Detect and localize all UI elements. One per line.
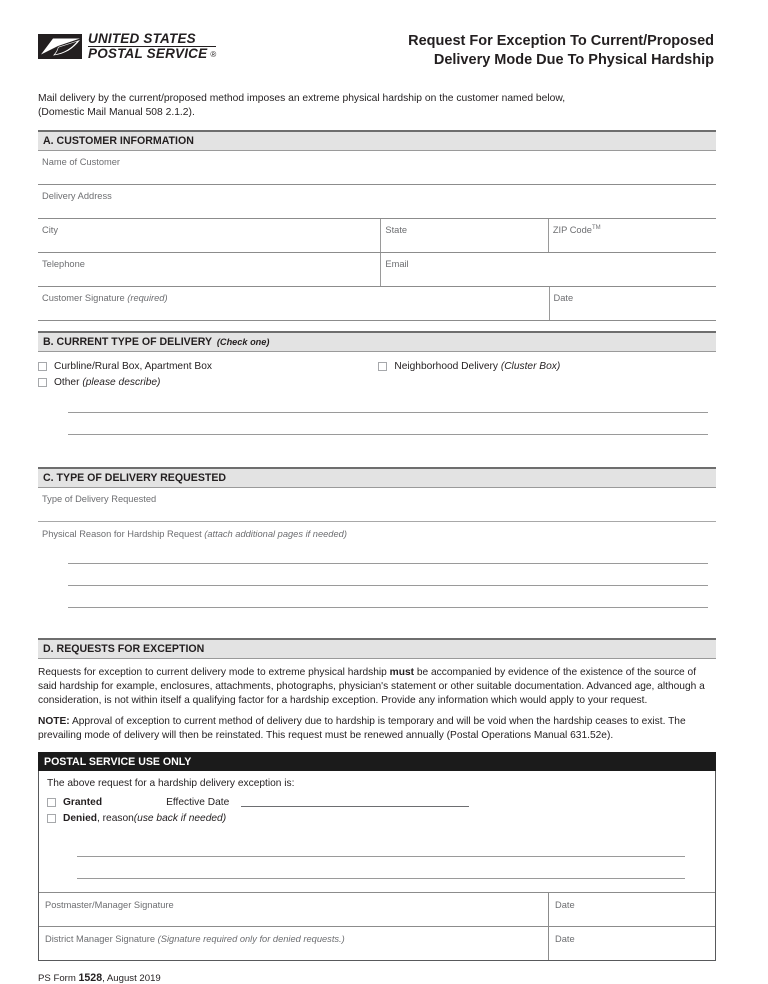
delivery-address-field[interactable]: [38, 185, 716, 218]
city-field[interactable]: [38, 219, 380, 252]
checkbox-label-granted: Granted: [63, 796, 103, 808]
denied-reason-write-lines: [77, 835, 685, 879]
customer-date-label: Date: [553, 292, 574, 303]
usps-eagle-icon: [38, 34, 82, 59]
section-b-write-lines: [68, 391, 708, 435]
usps-brand: [38, 32, 338, 62]
delivery-address-label: Delivery Address: [42, 190, 112, 201]
form-header: [38, 0, 716, 78]
checkbox-label-neighborhood: [394, 362, 560, 372]
footer-form-number: 1528: [78, 972, 103, 984]
wordmark-line-2: [88, 47, 216, 61]
field-row-address: [38, 185, 716, 219]
section-c-fields: [38, 488, 716, 522]
effective-date-input[interactable]: [241, 797, 469, 807]
district-manager-signature-note: (Signature required only for denied requests.): [157, 934, 345, 945]
postmaster-date-field[interactable]: [548, 893, 715, 926]
email-field[interactable]: [380, 253, 716, 286]
page-title-line-2: Delivery Mode Due To Physical Hardship: [433, 51, 714, 68]
form-footer: [38, 972, 716, 984]
denied-line-space-1: [77, 835, 685, 856]
field-row-city-state-zip: [38, 219, 716, 253]
checkbox-icon-curbline[interactable]: [38, 362, 47, 371]
district-manager-date-label: Date: [555, 934, 575, 945]
email-label: Email: [385, 258, 409, 269]
postal-service-use-only-box: [38, 771, 716, 961]
section-c-line-space-1: [68, 542, 708, 563]
usps-wordmark: [88, 32, 216, 62]
wordmark-line-1: UNITED STATES: [88, 32, 216, 47]
district-manager-signature-label-text: District Manager Signature: [45, 934, 158, 945]
field-row-postmaster: [39, 892, 715, 926]
district-manager-date-field[interactable]: [548, 927, 715, 960]
checkbox-option-other[interactable]: [38, 375, 378, 391]
intro-line-1: Mail delivery by the current/proposed method imposes an extreme physical hardship on the customer named below,: [38, 93, 566, 104]
zip-code-label-text: ZIP Code: [552, 224, 592, 235]
telephone-field[interactable]: [38, 253, 380, 286]
customer-signature-label: [42, 293, 168, 303]
checkbox-icon-other[interactable]: [38, 378, 47, 387]
checkbox-option-neighborhood[interactable]: [378, 359, 716, 375]
page-title-line-1: Request For Exception To Current/Proposed: [408, 33, 714, 49]
state-label: State: [385, 224, 408, 235]
page-title: [338, 32, 716, 70]
checkbox-icon-granted[interactable]: [47, 798, 56, 807]
checkbox-option-denied[interactable]: [47, 810, 715, 826]
section-b-heading-note: (Check one): [216, 336, 270, 347]
physical-reason-block: [38, 522, 716, 608]
section-b-left-column: [38, 359, 378, 391]
checkbox-label-other-text: Other: [54, 376, 83, 388]
section-d-note-text: Approval of exception to current method of delivery due to hardship is temporary and will be void when the hardship ceases to exist. The prevailing mode of delivery will then be reinstated. This request must be renewed annually (Postal Operations Manual 631.52e).: [38, 716, 686, 742]
checkbox-label-neighborhood-note: (Cluster Box): [500, 360, 561, 372]
section-b-heading: [38, 331, 716, 352]
checkbox-label-neighborhood-text: Neighborhood Delivery: [394, 360, 501, 372]
section-c-line-space-3: [68, 586, 708, 607]
field-row-telephone-email: [38, 253, 716, 287]
section-d-paragraph-1: [38, 666, 716, 708]
checkbox-label-other: [54, 378, 160, 388]
physical-reason-label: [42, 529, 347, 539]
intro-text: [38, 92, 716, 120]
checkbox-label-denied-rest: , reason: [96, 812, 134, 824]
district-manager-signature-field[interactable]: [39, 927, 548, 960]
postal-service-inner: [39, 771, 715, 879]
customer-date-field[interactable]: [549, 287, 716, 320]
state-field[interactable]: [380, 219, 547, 252]
field-row-signature-date: [38, 287, 716, 321]
form-page: [38, 0, 716, 984]
section-b-line-space-1: [68, 391, 708, 412]
denied-reason-line-2[interactable]: [77, 878, 685, 879]
section-a-heading: A. CUSTOMER INFORMATION: [38, 130, 716, 151]
section-d-para1-part-b: be accompanied by evidence of the existence of the source of said hardship for example, enclosures, attachments, photographs, physician's statement or other suitable documentation. Advanced age, although a consideration, is not within itself a qualifying factor for a hardship exception. Provide any information which would apply to your request.: [38, 666, 705, 706]
section-c-line-space-2: [68, 564, 708, 585]
postmaster-signature-field[interactable]: [39, 893, 548, 926]
checkbox-label-denied: Denied: [63, 812, 97, 824]
wordmark-line-2-text: POSTAL SERVICE: [88, 46, 208, 62]
postal-service-use-only-section: [38, 752, 716, 961]
section-c-bottom-spacer: [38, 608, 716, 628]
registered-mark: ®: [210, 50, 217, 60]
section-b-bottom-spacer: [38, 435, 716, 457]
section-b-heading-text: B. CURRENT TYPE OF DELIVERY: [43, 335, 215, 348]
zip-code-field[interactable]: [548, 219, 716, 252]
section-a-fields: [38, 151, 716, 321]
section-c-write-lines: [68, 542, 708, 608]
postmaster-signature-label: Postmaster/Manager Signature: [45, 900, 174, 911]
footer-prefix: PS Form: [38, 973, 79, 984]
section-d-para1-part-a: Requests for exception to current delivery mode to extreme physical hardship: [38, 666, 390, 678]
checkbox-label-other-note: (please describe): [82, 376, 161, 388]
section-b-options: [38, 352, 716, 391]
checkbox-icon-neighborhood[interactable]: [378, 362, 387, 371]
footer-suffix: , August 2019: [102, 973, 161, 984]
customer-signature-required-note: (required): [127, 292, 168, 303]
physical-reason-note: (attach additional pages if needed): [204, 528, 347, 539]
effective-date-label: Effective Date: [166, 796, 230, 808]
customer-signature-field[interactable]: [38, 287, 549, 320]
field-row-district-manager: [39, 926, 715, 960]
customer-signature-label-text: Customer Signature: [42, 292, 128, 303]
physical-reason-label-text: Physical Reason for Hardship Request: [42, 528, 205, 539]
trademark-mark: TM: [591, 224, 601, 231]
section-b-line-space-2: [68, 413, 708, 434]
section-d-para1-must: must: [389, 666, 414, 678]
field-row-type-requested: [38, 488, 716, 522]
intro-line-2: (Domestic Mail Manual 508 2.1.2).: [38, 106, 195, 118]
checkbox-icon-denied[interactable]: [47, 814, 56, 823]
type-of-delivery-requested-label: Type of Delivery Requested: [42, 493, 157, 504]
type-of-delivery-requested-field[interactable]: [38, 488, 716, 521]
postal-service-signature-grid: [39, 892, 715, 960]
postmaster-date-label: Date: [555, 900, 575, 911]
postal-service-lead-text: The above request for a hardship delivery exception is:: [47, 778, 295, 790]
section-d-heading: D. REQUESTS FOR EXCEPTION: [38, 638, 716, 659]
checkbox-option-granted[interactable]: [47, 794, 715, 810]
section-d-note-label: NOTE:: [38, 716, 70, 728]
physical-reason-header: [38, 522, 716, 542]
checkbox-option-curbline[interactable]: [38, 359, 378, 375]
telephone-label: Telephone: [42, 258, 85, 269]
field-row-name: [38, 151, 716, 185]
checkbox-label-curbline: Curbline/Rural Box, Apartment Box: [54, 360, 212, 372]
zip-code-label: [553, 225, 601, 235]
section-b-right-column: [378, 359, 716, 391]
section-d-note: [38, 715, 716, 743]
city-label: City: [42, 224, 59, 235]
checkbox-label-denied-note: (use back if needed): [133, 812, 227, 824]
denied-line-space-2: [77, 857, 685, 878]
name-of-customer-field[interactable]: [38, 151, 716, 184]
section-c-heading: C. TYPE OF DELIVERY REQUESTED: [38, 467, 716, 488]
name-of-customer-label: Name of Customer: [42, 156, 121, 167]
postal-service-use-only-heading: POSTAL SERVICE USE ONLY: [38, 752, 716, 771]
district-manager-signature-label: [45, 934, 345, 944]
